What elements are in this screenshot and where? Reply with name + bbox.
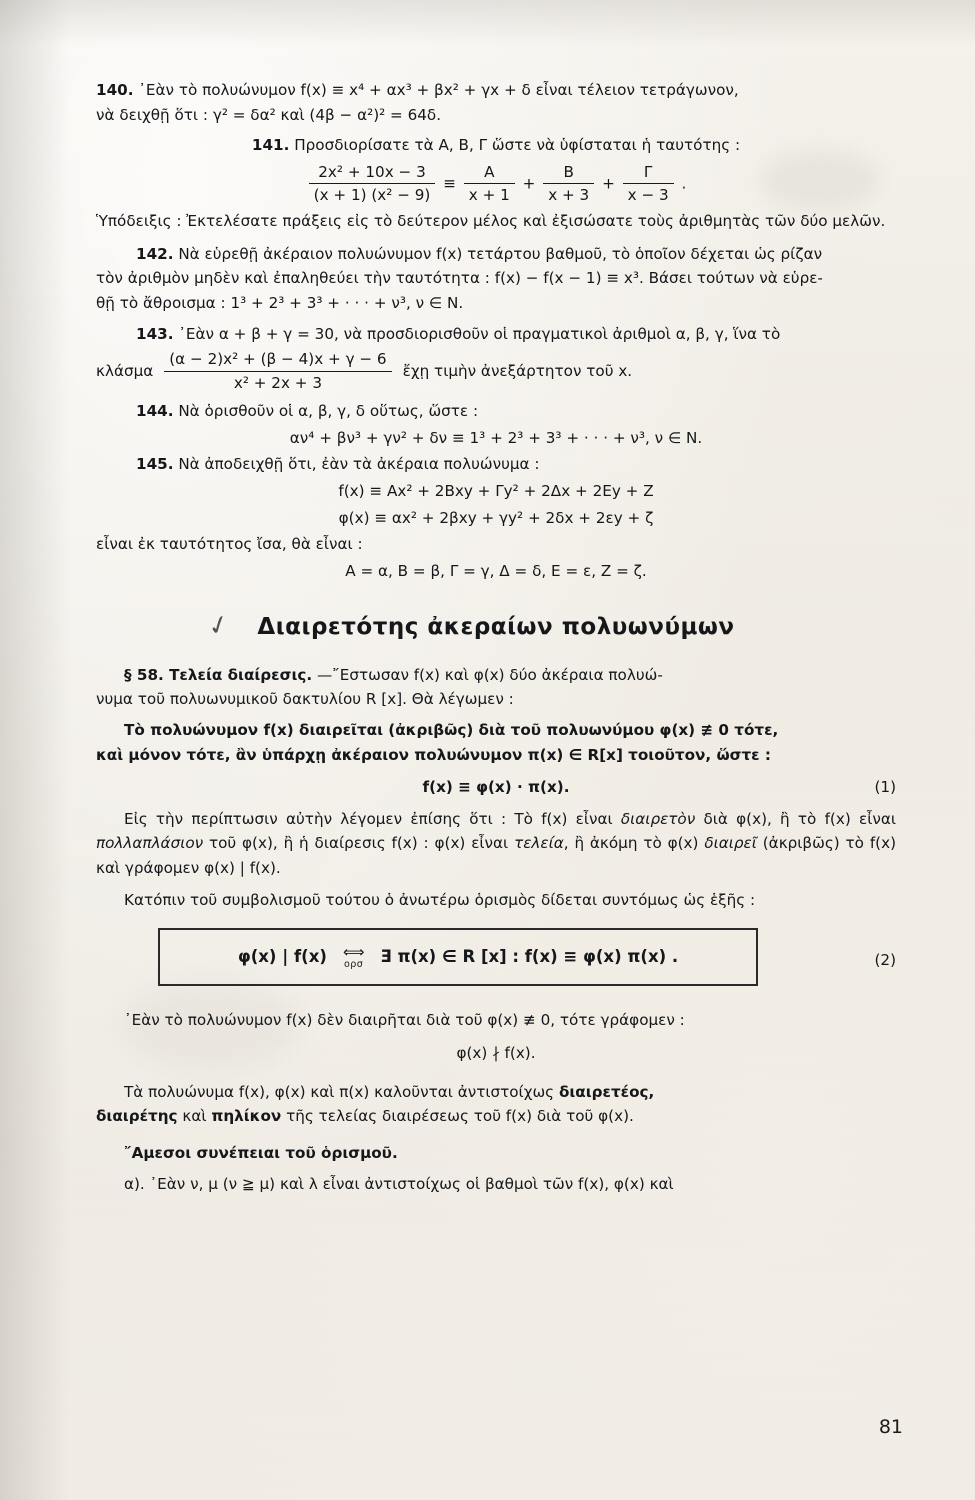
body-1-a: Εἰς τὴν περίπτωσιν αὐτὴν λέγομεν ἐπίσης ὅτι : Τὸ f(x) εἶναι <box>124 809 621 828</box>
paragraph-body-2: Κατόπιν τοῦ συμβολισμοῦ τούτου ὁ ἀνωτέρω ὁρισμὸς δίδεται συντόμως ὡς ἑξῆς : <box>124 890 756 909</box>
body-1-d: , ἢ ἀκόμη τὸ φ(x) <box>563 834 705 853</box>
page-left-shadow <box>0 0 70 1500</box>
boxed-definition <box>158 928 758 986</box>
fraction-term-2-numerator: Β <box>543 162 594 185</box>
paragraph-alpha: α). ᾽Εὰν ν, μ (ν ≧ μ) καὶ λ εἶναι ἀντιστοίχως οἱ βαθμοὶ τῶν f(x), φ(x) καὶ <box>124 1175 674 1194</box>
exercise-141-formula <box>96 162 896 206</box>
exercise-145-formula-1: f(x) ≡ Αx² + 2Βxy + Γy² + 2Δx + 2Εy + Ζ <box>338 481 654 500</box>
section-58-rest: —῎Εστωσαν f(x) καὶ φ(x) δύο ἀκέραια πολυώ- <box>312 665 663 684</box>
boxed-right-expression: Ǝ π(x) ∈ R [x] : f(x) ≡ φ(x) π(x) . <box>380 946 679 966</box>
exercise-143-fraction-line <box>96 349 896 393</box>
equivalence-arrow-label: ορσ <box>343 959 364 971</box>
page-number: 81 <box>878 1416 903 1438</box>
plus-sign-2: + <box>602 174 615 193</box>
equation-1-number: (1) <box>874 778 896 797</box>
fraction-term-1-numerator: Α <box>464 162 515 185</box>
fraction-left-denominator: (x + 1) (x² − 9) <box>313 186 431 205</box>
section-title-text: Διαιρετότης ἀκεραίων πολυωνύμων <box>257 614 735 641</box>
definition-line-1 <box>96 718 896 743</box>
definition-line-2 <box>96 743 896 768</box>
boxed-definition-wrap <box>96 928 896 990</box>
exercise-145-line2: εἶναι ἐκ ταυτότητος ἴσα, θὰ εἶναι : <box>96 535 363 554</box>
paragraph-tail-2 <box>96 1104 896 1129</box>
exercise-145-formula-3: Α = α, Β = β, Γ = γ, Δ = δ, Ε = ε, Ζ = ζ. <box>345 561 647 580</box>
body-1-e: (ἀκριβῶς) τὸ f(x) καὶ γράφομεν φ(x) | f(x). <box>96 834 897 878</box>
page-top-shadow <box>0 0 975 46</box>
tail-2-c: πηλίκον <box>211 1107 282 1126</box>
exercise-145 <box>96 452 896 583</box>
formula-period: . <box>681 174 687 193</box>
exercise-141 <box>96 133 896 233</box>
exercise-141-number: 141. <box>251 136 290 155</box>
document-body <box>96 78 896 1197</box>
paragraph-tail-1 <box>96 1080 896 1105</box>
fraction-intro-label: κλάσμα <box>96 361 154 380</box>
definition-line-2-text: καὶ μόνον τότε, ἂν ὑπάρχῃ ἀκέραιον πολυώνυμον π(x) ∈ R[x] τοιοῦτον, ὥστε : <box>96 745 771 764</box>
equation-1-line <box>96 775 896 800</box>
body-1-italic-3: τελεία <box>514 834 564 853</box>
exercise-143-tail: ἔχῃ τιμὴν ἀνεξάρτητον τοῦ x. <box>402 361 633 380</box>
exercise-141-hint <box>96 209 896 234</box>
identity-sign: ≡ <box>443 174 456 193</box>
equivalence-arrow-icon <box>343 945 365 970</box>
body-1-italic-2: πολλαπλάσιον <box>96 834 204 853</box>
section-title <box>96 609 896 646</box>
body-1-c: τοῦ φ(x), ἢ ἡ διαίρεσις f(x) : φ(x) εἶναι <box>203 834 515 853</box>
exercise-144 <box>96 399 896 450</box>
fraction-term-1-denominator: x + 1 <box>468 186 510 205</box>
fraction-left-numerator: 2x² + 10x − 3 <box>309 162 436 185</box>
tail-1-b: διαιρετέος, <box>558 1082 655 1101</box>
fraction-term-1 <box>464 162 515 206</box>
paragraph-body-1 <box>96 807 896 881</box>
tail-2-b: καὶ <box>177 1107 212 1126</box>
body-1-italic-1: διαιρετὸν <box>620 809 696 828</box>
exercise-142-line2: τὸν ἀριθμὸν μηδὲν καὶ ἐπαληθεύει τὴν ταυτότητα : f(x) − f(x − 1) ≡ x³. Βάσει τούτων νὰ εὑρε- <box>96 269 823 288</box>
tail-2-d: τῆς τελείας διαιρέσεως τοῦ f(x) διὰ τοῦ φ(x). <box>281 1107 634 1126</box>
equation-1: f(x) ≡ φ(x) · π(x). <box>422 778 570 797</box>
paragraph-section-58 <box>96 663 896 688</box>
section-58-heading: § 58. Τελεία διαίρεσις. <box>124 665 313 684</box>
definition-line-1-text: Τὸ πολυώνυμον f(x) διαιρεῖται (ἀκριβῶς) διὰ τοῦ πολυωνύμου φ(x) ≢ 0 τότε, <box>124 720 779 739</box>
fraction-left <box>309 162 436 206</box>
equivalence-arrow-glyph: ⟺ <box>342 943 365 962</box>
exercise-142-line1: Νὰ εὑρεθῇ ἀκέραιον πολυώνυμον f(x) τετάρτου βαθμοῦ, τὸ ὁποῖον δέχεται ὡς ρίζαν <box>178 244 823 263</box>
hint-label: Ὑπόδειξις : <box>96 211 182 230</box>
exercise-144-number: 144. <box>136 402 174 421</box>
exercise-143-fraction <box>164 349 391 393</box>
tail-2-a: διαιρέτης <box>96 1107 178 1126</box>
exercise-144-formula: αν⁴ + βν³ + γν² + δν ≡ 1³ + 2³ + 3³ + · · · + ν³, ν ∈ Ν. <box>289 428 703 447</box>
exercise-144-line1: Νὰ ὁρισθοῦν οἱ α, β, γ, δ οὕτως, ὥστε : <box>178 402 479 421</box>
fraction-term-3-denominator: x − 3 <box>627 186 669 205</box>
exercise-141-line1: Προσδιορίσατε τὰ Α, Β, Γ ὥστε νὰ ὑφίσταται ἡ ταυτότης : <box>294 136 741 155</box>
exercise-142 <box>96 242 896 316</box>
exercise-140-line1: ᾽Εὰν τὸ πολυώνυμον f(x) ≡ x⁴ + αx³ + βx² + γx + δ εἶναι τέλειον τετράγωνον, <box>138 81 739 99</box>
equation-not-divides: φ(x) ∤ f(x). <box>456 1043 536 1062</box>
exercise-140-line2: νὰ δειχθῇ ὅτι : γ² = δα² καὶ (4β − α²)² = 64δ. <box>96 105 442 124</box>
exercise-143-numerator: (α − 2)x² + (β − 4)x + γ − 6 <box>164 349 391 372</box>
exercise-140-number: 140. <box>96 81 134 99</box>
hint-text: Ἐκτελέσατε πράξεις εἰς τὸ δεύτερον μέλος καὶ ἐξισώσατε τοὺς ἀριθμητὰς τῶν δύο μελῶν. <box>186 211 886 230</box>
body-1-b: διὰ φ(x), ἢ τὸ f(x) εἶναι <box>695 809 896 828</box>
exercise-143 <box>96 322 896 393</box>
consequences-heading-text: ῎Αμεσοι συνέπειαι τοῦ ὁρισμοῦ. <box>124 1143 398 1162</box>
tail-1-a: Τὰ πολυώνυμα f(x), φ(x) καὶ π(x) καλοῦνται ἀντιστοίχως <box>124 1082 559 1101</box>
exercise-140 <box>96 78 896 127</box>
exercise-143-number: 143. <box>136 325 174 344</box>
exercise-143-line1: ᾽Εὰν α + β + γ = 30, νὰ προσδιορισθοῦν οἱ πραγματικοὶ ἀριθμοὶ α, β, γ, ἵνα τὸ <box>178 325 781 344</box>
exercise-142-number: 142. <box>136 244 174 263</box>
exercise-145-formula-2: φ(x) ≡ αx² + 2βxy + γy² + 2δx + 2εy + ζ <box>338 508 654 527</box>
fraction-term-3-numerator: Γ <box>623 162 674 185</box>
consequences-heading <box>96 1141 896 1166</box>
equation-2-number: (2) <box>874 951 896 970</box>
exercise-142-line3: θῇ τὸ ἄθροισμα : 1³ + 2³ + 3³ + · · · + ν³, ν ∈ Ν. <box>96 293 464 312</box>
pen-checkmark-icon: ✓ <box>203 608 235 645</box>
fraction-term-2 <box>543 162 594 206</box>
exercise-145-line1: Νὰ ἀποδειχθῇ ὅτι, ἐὰν τὰ ἀκέραια πολυώνυμα : <box>178 455 540 474</box>
exercise-143-denominator: x² + 2x + 3 <box>233 373 322 392</box>
boxed-left-expression: φ(x) | f(x) <box>237 946 327 966</box>
paragraph-after-box: ᾽Εὰν τὸ πολυώνυμον f(x) δὲν διαιρῆται διὰ τοῦ φ(x) ≢ 0, τότε γράφομεν : <box>124 1011 685 1030</box>
body-1-italic-4: διαιρεῖ <box>704 834 757 853</box>
fraction-term-3 <box>623 162 674 206</box>
paragraph-section-58-line2: νυμα τοῦ πολυωνυμικοῦ δακτυλίου R [x]. Θὰ λέγωμεν : <box>96 690 514 709</box>
plus-sign-1: + <box>522 174 536 193</box>
exercise-145-number: 145. <box>136 455 174 474</box>
fraction-term-2-denominator: x + 3 <box>548 186 590 205</box>
